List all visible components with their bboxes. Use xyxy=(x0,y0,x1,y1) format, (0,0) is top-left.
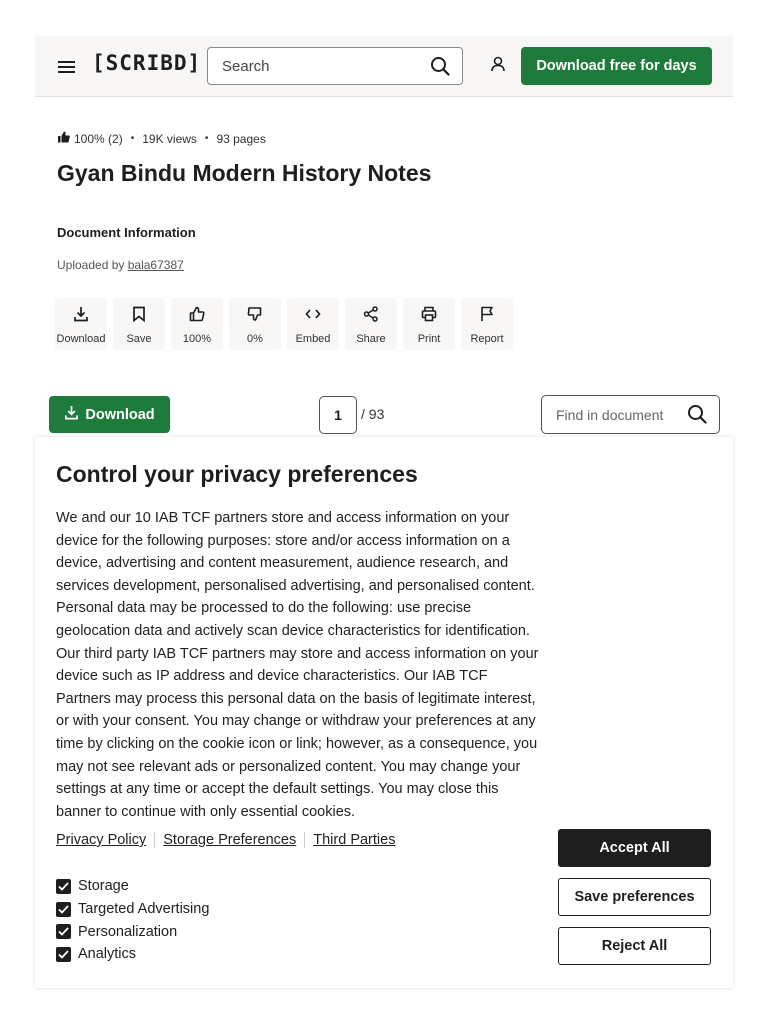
document-stats: 100% (2) • 19K views • 93 pages xyxy=(57,131,266,146)
thumbs-down-icon xyxy=(247,305,263,323)
page-total: / 93 xyxy=(361,406,385,422)
views-count: 19K views xyxy=(142,131,197,146)
find-in-document-input[interactable] xyxy=(542,396,682,433)
action-save-button[interactable]: Save xyxy=(113,298,165,350)
consent-links xyxy=(56,832,395,848)
site-header xyxy=(35,36,733,97)
personalization-checkbox[interactable] xyxy=(56,924,71,939)
scribd-logo[interactable]: [SCRIBD] xyxy=(92,51,202,75)
find-box xyxy=(541,395,720,434)
consent-checkboxes xyxy=(56,875,209,966)
targeted-advertising-checkbox[interactable] xyxy=(56,902,71,917)
document-download-button[interactable]: Download xyxy=(49,396,170,433)
personalization-option: Personalization xyxy=(56,920,209,943)
accept-all-button[interactable]: Accept All xyxy=(558,829,711,867)
action-share-button[interactable]: Share xyxy=(345,298,397,350)
action-print-button[interactable]: Print xyxy=(403,298,455,350)
action-bar xyxy=(55,298,513,350)
thumbs-up-icon xyxy=(189,305,205,323)
storage-option: Storage xyxy=(56,875,209,898)
consent-body: We and our 10 IAB TCF partners store and access information on your device for the following purposes: store and/or access information on a device, advertising and content measurement, audience research, and services development, personalised advertising, and personalised content. Personal data may be processed to do the following: use precise geolocation data and actively scan device characteristics for identification. Our third party IAB TCF partners may store and access information on your device such as IP address and device characteristics. Our IAB TCF Partners may process this personal data on the basis of legitimate interest, or with your consent. You may change or withdraw your preferences at any time by clicking on the cookie icon or link; however, as a consequence, you may not see relevant ads or personalized content. You may change your settings at any time or accept the default settings. You may close this banner to continue with only essential cookies. xyxy=(56,510,539,820)
print-icon xyxy=(421,305,437,323)
document-info-heading: Document Information xyxy=(57,225,196,240)
consent-title: Control your privacy preferences xyxy=(56,461,418,487)
search-icon[interactable] xyxy=(430,56,450,81)
download-icon xyxy=(73,305,89,323)
reject-all-button[interactable]: Reject All xyxy=(558,927,711,965)
action-like-button[interactable]: 100% xyxy=(171,298,223,350)
action-embed-button[interactable]: Embed xyxy=(287,298,339,350)
download-free-button[interactable]: Download free for days xyxy=(521,47,712,85)
page-count: 93 pages xyxy=(216,131,266,146)
page-number-input[interactable]: 1 xyxy=(319,396,357,434)
share-icon xyxy=(363,305,379,323)
search-input[interactable] xyxy=(208,48,418,84)
targeted-advertising-option: Targeted Advertising xyxy=(56,898,209,921)
action-dislike-button[interactable]: 0% xyxy=(229,298,281,350)
save-preferences-button[interactable]: Save preferences xyxy=(558,878,711,916)
search-icon[interactable] xyxy=(687,404,707,429)
storage-checkbox[interactable] xyxy=(56,879,71,894)
menu-icon[interactable] xyxy=(55,56,77,78)
bookmark-icon xyxy=(132,305,146,323)
uploaded-by: Uploaded by bala67387 xyxy=(57,258,184,272)
thumbs-up-icon xyxy=(57,131,70,146)
search-box xyxy=(207,47,463,85)
privacy-policy-link[interactable]: Privacy Policy xyxy=(56,832,147,848)
analytics-option: Analytics xyxy=(56,943,209,966)
storage-preferences-link[interactable]: Storage Preferences xyxy=(163,832,297,848)
uploader-link[interactable]: bala67387 xyxy=(127,258,184,272)
privacy-consent-panel xyxy=(35,437,733,988)
flag-icon xyxy=(480,305,494,323)
download-icon xyxy=(64,405,79,424)
action-download-button[interactable]: Download xyxy=(55,298,107,350)
analytics-checkbox[interactable] xyxy=(56,947,71,962)
third-parties-link[interactable]: Third Parties xyxy=(313,832,396,848)
rating-text: 100% (2) xyxy=(74,131,123,146)
code-icon xyxy=(305,305,321,323)
document-title: Gyan Bindu Modern History Notes xyxy=(57,160,432,186)
action-report-button[interactable]: Report xyxy=(461,298,513,350)
user-icon[interactable] xyxy=(489,55,507,78)
